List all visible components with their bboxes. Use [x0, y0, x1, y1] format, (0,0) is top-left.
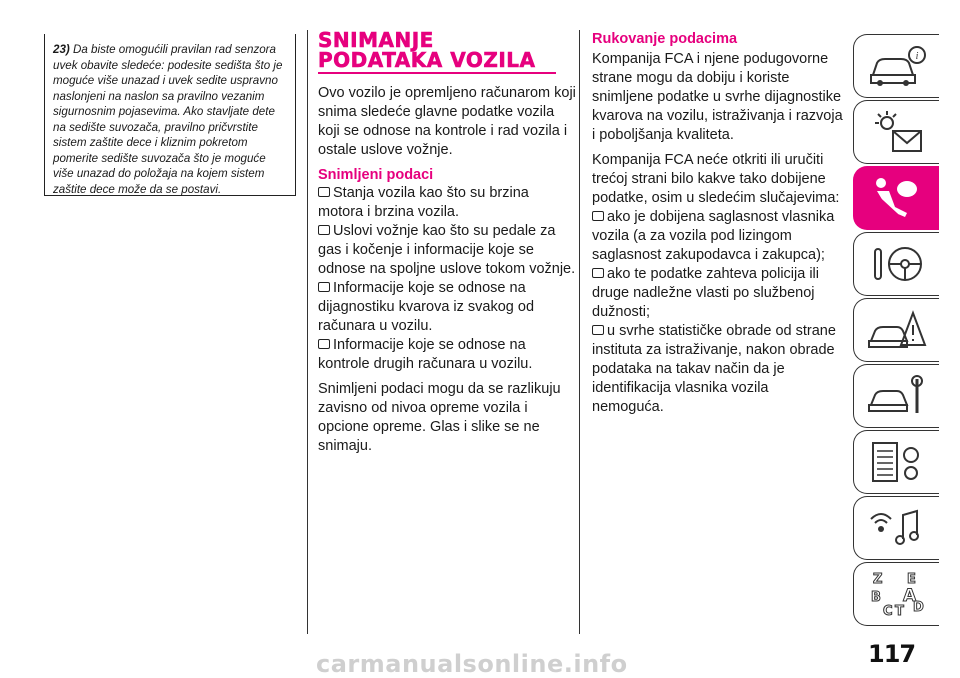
tab-warning-lights[interactable]	[853, 100, 939, 164]
bullet-icon	[318, 187, 330, 197]
svg-text:T: T	[894, 604, 904, 619]
handling-paragraph-1: Kompanija FCA i njene podugovorne strane mogu da dobiju i koriste snimljene podatke u svrhe dijagnostike kvarova na vozilu, istraživanja i razvoja i poboljšanja kvaliteta.	[592, 51, 843, 143]
tab-maintenance[interactable]	[853, 364, 939, 428]
column-divider	[579, 30, 580, 634]
handling-paragraph-2: Kompanija FCA neće otkriti ili uručiti trećoj strani bilo kakve tako dobijene podatke, osim u sledećim slučajevima:	[592, 152, 840, 206]
svg-text:C: C	[882, 604, 893, 619]
bullet-icon	[592, 211, 604, 221]
page-number: 117	[868, 640, 916, 668]
tab-airbag-safety[interactable]	[853, 166, 939, 230]
data-handling-heading: Rukovanje podacima	[592, 31, 738, 47]
bullet-icon	[592, 325, 604, 335]
list-item: Stanja vozila kao što su brzina motora i brzina vozila.	[318, 185, 529, 220]
watermark: carmanualsonline.info	[316, 650, 628, 678]
car-info-icon	[867, 41, 927, 91]
list-item: ako te podatke zahteva policija ili druge nadležne vlasti po službenoj dužnosti;	[592, 266, 819, 320]
svg-text:A: A	[902, 586, 916, 606]
starting-driving-icon	[867, 239, 927, 289]
svg-text:B: B	[870, 590, 881, 605]
tab-multimedia[interactable]	[853, 496, 939, 560]
list-item: u svrhe statističke obrade od strane instituta za istraživanje, nakon obrade podataka na takav način da je identifikacija vlasnika vozila nemoguća.	[592, 323, 836, 415]
list-item: Uslovi vožnje kao što su pedale za gas i kočenje i informacije koje se odnose na spoljne uslove tokom vožnje.	[318, 223, 576, 277]
svg-text:D: D	[912, 600, 924, 615]
maintenance-icon	[867, 371, 927, 421]
list-item: Informacije koje se odnose na dijagnostiku kvarova iz svakog od računara u vozilu.	[318, 280, 535, 334]
tab-technical-data[interactable]	[853, 430, 939, 494]
section-title: SNIMANJE PODATAKA VOZILA	[318, 28, 536, 72]
svg-text:E: E	[906, 572, 916, 587]
data-recording-section	[318, 30, 576, 462]
multimedia-icon	[867, 503, 927, 553]
bullet-icon	[592, 268, 604, 278]
tab-index[interactable]	[853, 562, 939, 626]
bullet-icon	[318, 282, 330, 292]
column-divider	[307, 30, 308, 634]
svg-text:Z: Z	[872, 572, 882, 587]
list-item: Informacije koje se odnose na kontrole drugih računara u vozilu.	[318, 337, 533, 372]
warning-lights-icon	[867, 107, 927, 157]
tab-emergency[interactable]	[853, 298, 939, 362]
closing-paragraph: Snimljeni podaci mogu da se razlikuju zavisno od nivoa opreme vozila i opcione opreme. Glas i slike se ne snimaju.	[318, 381, 561, 454]
tab-car-info[interactable]	[853, 34, 939, 98]
tab-starting-driving[interactable]	[853, 232, 939, 296]
data-handling-section	[592, 30, 844, 417]
note-text: Da biste omogućili pravilan rad senzora uvek obavite sledeće: podesite sedišta što je moguće više unazad i uvek sedite uspravno naslonjeni na naslon sa pravilno vezanim sigurnosnim pojasevima. Ako stavljate dete na sedište suvozača, pravilno pričvrstite sistem zaštite dece i kliznim pokretom pomerite sedište suvozača što je moguće više unazad do položaja na kojem sistem zaštite dece može da se postavi.	[53, 43, 283, 196]
title-underline	[318, 72, 556, 74]
bullet-icon	[318, 225, 330, 235]
recorded-data-heading: Snimljeni podaci	[318, 167, 434, 183]
airbag-safety-icon	[867, 173, 927, 223]
emergency-icon	[867, 305, 927, 355]
list-item: ako je dobijena saglasnost vlasnika vozila (a za vozila pod lizingom saglasnost zakupodavca i zakupca);	[592, 209, 835, 263]
bullet-icon	[318, 339, 330, 349]
index-icon	[867, 569, 927, 619]
note-number: 23)	[53, 43, 70, 56]
chapter-sidebar	[853, 34, 941, 628]
svg-text:i: i	[915, 51, 918, 62]
technical-data-icon	[867, 437, 927, 487]
intro-paragraph: Ovo vozilo je opremljeno računarom koji snima sledeće glavne podatke vozila koji se odnose na kontrole i rad vozila i ostale uslove vožnje.	[318, 85, 576, 158]
warning-note	[44, 34, 296, 196]
